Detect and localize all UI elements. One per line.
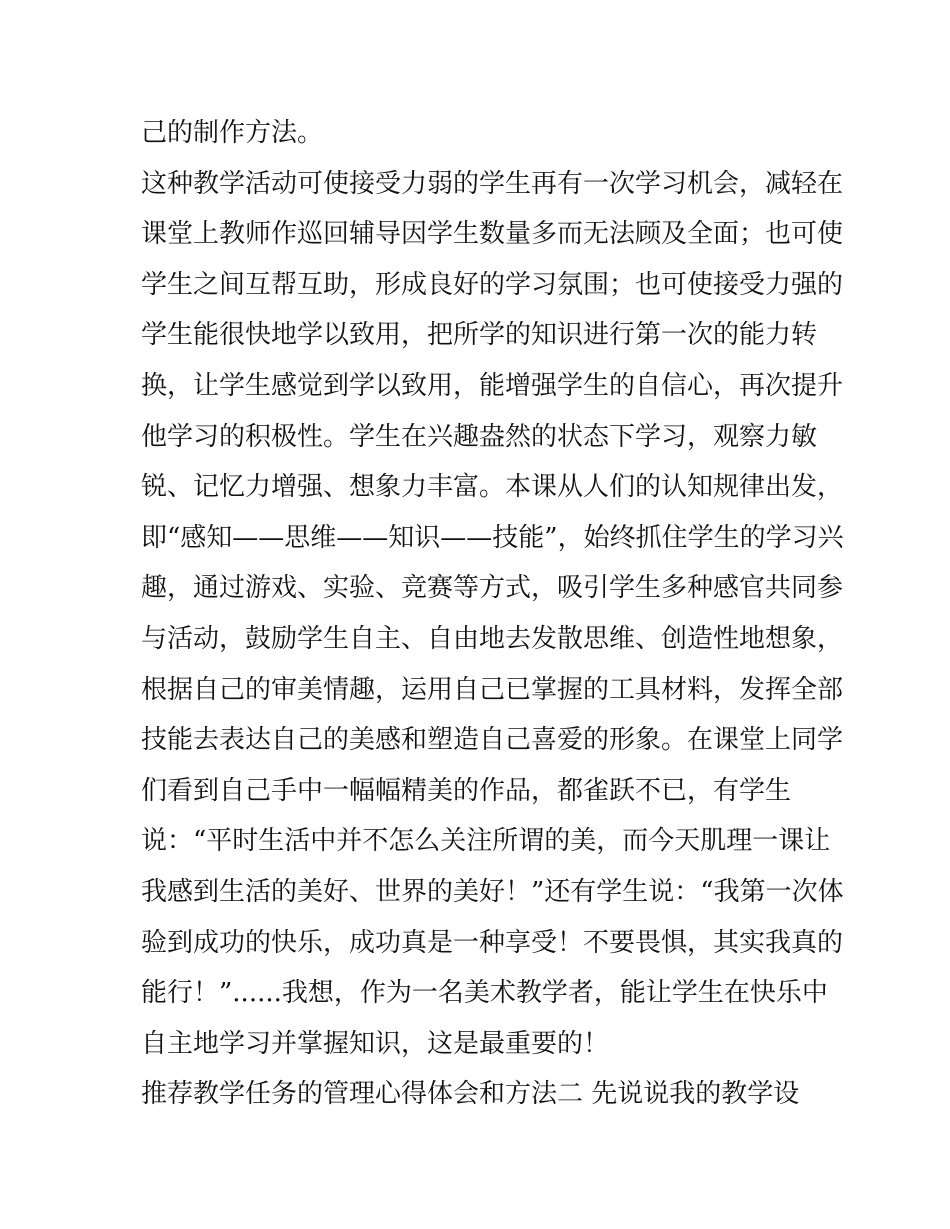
text-line-20: 推荐教学任务的管理心得体会和方法二 先说说我的教学设 — [141, 1079, 800, 1110]
text-line-1: 己的制作方法。 — [141, 118, 324, 148]
text-line-6: 换，让学生感觉到学以致用，能增强学生的自信心，再次提升 — [141, 370, 844, 401]
text-line-8: 锐、记忆力增强、想象力丰富。本课从人们的认知规律出发， — [141, 472, 844, 503]
text-line-4: 学生之间互帮互助，形成良好的学习氛围；也可使接受力强的 — [141, 269, 844, 300]
text-line-5: 学生能很快地学以致用，把所学的知识进行第一次的能力转 — [141, 320, 818, 351]
text-line-14: 们看到自己手中一幅幅精美的作品，都雀跃不已，有学生 — [141, 775, 792, 806]
text-line-7: 他学习的积极性。学生在兴趣盎然的状态下学习，观察力敏 — [141, 421, 818, 452]
text-line-10: 趣，通过游戏、实验、竞赛等方式，吸引学生多种感官共同参 — [141, 573, 844, 604]
body-text — [141, 108, 844, 1120]
text-line-15: 说：“平时生活中并不怎么关注所谓的美，而今天肌理一课让 — [141, 826, 831, 857]
text-line-2: 这种教学活动可使接受力弱的学生再有一次学习机会，减轻在 — [141, 168, 844, 199]
text-line-3: 课堂上教师作巡回辅导因学生数量多而无法顾及全面；也可使 — [141, 219, 844, 250]
text-line-18: 能行！”......我想，作为一名美术教学者，能让学生在快乐中 — [141, 978, 828, 1009]
text-line-19: 自主地学习并掌握知识，这是最重要的！ — [141, 1028, 610, 1059]
text-line-11: 与活动，鼓励学生自主、自由地去发散思维、创造性地想象， — [141, 623, 844, 654]
text-line-17: 验到成功的快乐，成功真是一种享受！不要畏惧，其实我真的 — [141, 927, 844, 958]
text-line-12: 根据自己的审美情趣，运用自己已掌握的工具材料，发挥全部 — [141, 674, 844, 705]
text-line-9: 即“感知——思维——知识——技能”，始终抓住学生的学习兴 — [141, 522, 844, 553]
text-line-13: 技能去表达自己的美感和塑造自己喜爱的形象。在课堂上同学 — [141, 725, 844, 756]
text-line-16: 我感到生活的美好、世界的美好！”还有学生说：“我第一次体 — [141, 876, 844, 907]
